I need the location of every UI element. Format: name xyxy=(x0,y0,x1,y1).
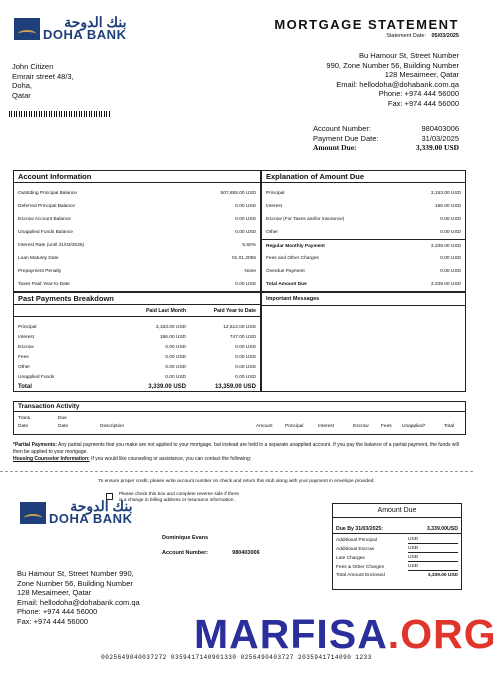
due-header-top: Due xyxy=(58,416,67,421)
amount-due-label: Fees and Other Charges xyxy=(266,256,319,261)
bank-name-arabic: بنك الدوحة xyxy=(64,14,127,30)
past-payments-heading: Past Payments Breakdown xyxy=(14,293,260,305)
watermark-letter: S xyxy=(328,611,358,657)
account-info-value: 507,855.00 USD xyxy=(220,191,256,196)
amount-due-explanation-heading: Explanation of Amount Due xyxy=(262,171,465,183)
account-info-value: None xyxy=(244,269,256,274)
amount-due-label: Regular Monthly Payment xyxy=(266,243,325,249)
trans-column-header: Principal xyxy=(285,424,304,429)
stub-line-value: USD xyxy=(408,555,458,562)
watermark-letter: A xyxy=(229,611,260,657)
trans-column-header: Escrow xyxy=(353,424,369,429)
amount-due-value: 3,339.00 USD xyxy=(430,243,461,249)
check-note-line: is a change in billing address or insurance information. xyxy=(119,498,235,503)
stub-total-value: 3,339.00 USD xyxy=(427,573,458,578)
past-payment-ytd: 0.00 USD xyxy=(235,354,256,360)
amount-due-value: 0.00 USD xyxy=(440,217,461,222)
footer-phone: Phone: +974 444 56000 xyxy=(17,607,98,616)
trans-column-header: Date xyxy=(18,424,29,429)
past-payments-total-row xyxy=(14,382,260,392)
past-payment-row xyxy=(14,352,260,362)
trans-column-header: Amount xyxy=(256,424,273,429)
address-change-checkbox[interactable] xyxy=(106,493,113,500)
amount-due-row xyxy=(262,265,465,278)
past-payment-last-month: 3,153.00 USD xyxy=(155,324,186,330)
amount-due-value: 0.00 USD xyxy=(440,256,461,261)
statement-summary xyxy=(313,124,459,153)
stub-bank-emblem-icon xyxy=(20,502,46,524)
stub-line-label: Late Charges xyxy=(336,556,365,561)
stub-due-by-row xyxy=(333,518,461,534)
stub-bank-name-arabic: بنك الدوحة xyxy=(70,498,133,514)
watermark-letter: G xyxy=(463,611,497,657)
account-info-row xyxy=(14,200,260,213)
amount-due-label: Principal xyxy=(266,191,285,196)
account-info-row xyxy=(14,213,260,226)
past-payment-ytd: 747.00 USD xyxy=(229,334,256,340)
stub-line-value: USD xyxy=(408,546,458,553)
stub-instruction: To ensure proper credit, please write account number on check and return this stub along with your payment in envelope provided. xyxy=(98,479,375,484)
amount-due-row xyxy=(262,278,465,291)
account-info-label: Unapplied Funds Balance xyxy=(18,230,73,235)
amount-due-label: Interest xyxy=(266,204,282,209)
account-info-label: Taxes Paid Year-to-Date xyxy=(18,282,70,287)
past-payment-ytd: 0.00 USD xyxy=(235,374,256,380)
partial-payments-text: Any partial payments that you make are not applied to your mortgage, but instead are held in a separate unapplied account. If you pay the balance of a partial payment, the funds will then be applied to your mortgage. xyxy=(13,442,459,455)
amount-due-value: 186.00 USD xyxy=(434,204,461,209)
customer-street: Emrair street 48/3, xyxy=(12,71,74,81)
stub-total-row xyxy=(333,572,461,579)
due-date-label: Payment Due Date: xyxy=(313,133,379,143)
account-info-value: 5.50% xyxy=(242,243,256,248)
bank-fax: Fax: +974 444 56000 xyxy=(387,98,459,108)
past-payment-last-month: 0.00 USD xyxy=(165,374,186,380)
account-information-panel xyxy=(13,170,261,292)
past-payment-ytd: 12,612.00 USD xyxy=(223,324,256,330)
past-payment-last-month: 0.00 USD xyxy=(165,354,186,360)
total-ytd: 13,359.00 USD xyxy=(214,384,256,390)
tear-line xyxy=(0,471,473,472)
footer-address-line: Zone Number 56, Building Number xyxy=(17,578,133,588)
stub-due-by-label: Due By 31/03/2025: xyxy=(336,526,384,532)
stub-account-number xyxy=(162,550,260,556)
amount-due-label: Escrow (For Taxes and/or insurance) xyxy=(266,217,345,222)
transaction-activity-panel xyxy=(13,401,466,435)
trans-column-header: Description xyxy=(100,424,124,429)
partial-payments-label: *Partial Payments: xyxy=(13,442,57,448)
stub-line-row xyxy=(333,545,461,554)
account-info-row xyxy=(14,278,260,291)
account-info-row xyxy=(14,265,260,278)
address-change-note xyxy=(119,492,239,504)
amount-due-label: Other xyxy=(266,230,278,235)
paid-last-month-header: Paid Last Month xyxy=(145,307,186,314)
stub-account-value: 980403006 xyxy=(232,550,260,556)
account-info-row xyxy=(14,187,260,200)
account-info-label: Loan Maturity Date xyxy=(18,256,59,261)
watermark-letter: F xyxy=(290,611,317,657)
account-info-row xyxy=(14,226,260,239)
watermark-letter: I xyxy=(316,611,329,657)
trans-column-header: Date xyxy=(58,424,69,429)
watermark-letter: A xyxy=(357,611,388,657)
total-last-month: 3,339.00 USD xyxy=(148,384,186,390)
micr-line: 0025649040037272 0359417140901330 0256490403727 2035941714090 1233 xyxy=(101,654,372,661)
stub-line-row xyxy=(333,536,461,545)
footer-address-line: Bu Hamour St, Street Number 990, xyxy=(17,569,134,578)
account-number-label: Account Number: xyxy=(313,124,371,133)
stub-amount-due-title: Amount Due xyxy=(333,504,461,518)
total-label: Total xyxy=(18,384,32,390)
past-payments-panel xyxy=(13,292,261,392)
bank-emblem-icon xyxy=(14,18,40,40)
due-date-value: 31/03/2025 xyxy=(421,133,459,143)
amount-due-value: 3,339.00 USD xyxy=(430,282,461,287)
watermark xyxy=(194,611,497,658)
important-messages-heading: Important Messages xyxy=(262,293,465,306)
customer-country: Qatar xyxy=(12,90,31,100)
statement-date-value: 05/03/2025 xyxy=(431,33,459,39)
watermark-letter: O xyxy=(400,611,434,657)
account-info-row xyxy=(14,239,260,252)
check-note-line: Please check this box and complete reverse side if there xyxy=(119,492,239,497)
trans-header-top: Trans. xyxy=(18,416,32,421)
housing-counselor-note xyxy=(13,456,466,462)
account-info-label: Escrow Account Balance xyxy=(18,217,71,222)
stub-line-row xyxy=(333,563,461,572)
past-payment-row xyxy=(14,372,260,382)
stub-line-label: Fees & Other Charges xyxy=(336,565,384,570)
watermark-text xyxy=(194,611,497,657)
past-payment-label: Other xyxy=(18,364,30,370)
past-payment-label: Fees xyxy=(18,354,29,360)
account-info-label: Outstding Principal Balance xyxy=(18,191,77,196)
amount-due-row xyxy=(262,187,465,200)
past-payment-label: Interest xyxy=(18,334,34,340)
watermark-letter: R xyxy=(259,611,291,657)
past-payment-label: Escrow xyxy=(18,344,34,350)
statement-title: MORTGAGE STATEMENT xyxy=(274,17,459,32)
account-info-value: 01.01.2055 xyxy=(231,256,256,261)
paid-ytd-header: Paid Year to Date xyxy=(213,307,256,314)
customer-city: Doha, xyxy=(12,81,33,90)
amount-due-label: Amount Due: xyxy=(313,143,357,152)
trans-column-header: Fees xyxy=(381,424,392,429)
stub-amount-due-box xyxy=(332,503,462,590)
trans-column-header: Total xyxy=(444,424,455,429)
account-info-value: 0.00 USD xyxy=(235,204,256,209)
watermark-letter: M xyxy=(194,611,230,657)
stub-total-label: Total Amount Enclosed xyxy=(336,573,385,578)
bank-phone: Phone: +974 444 56000 xyxy=(378,89,459,98)
amount-due-label: Overdue Payment xyxy=(266,269,305,274)
customer-address xyxy=(12,62,74,100)
bank-logo xyxy=(14,16,126,41)
watermark-letter: . xyxy=(387,611,401,657)
bank-address-line: 128 Mesaimeer, Qatar xyxy=(384,70,459,79)
footer-bank-address xyxy=(17,569,140,626)
account-info-label: Prepayment Penalty xyxy=(18,269,62,274)
transaction-activity-heading: Transaction Activity xyxy=(14,402,465,412)
footer-fax: Fax: +974 444 56000 xyxy=(17,616,89,626)
customer-name: John Citizen xyxy=(12,62,54,71)
housing-counselor-text: If you would like counseling or assistance, you can contact the following: xyxy=(89,456,252,462)
account-info-value: 0.00 USD xyxy=(235,217,256,222)
amount-due-value: 3,339.00 USD xyxy=(415,143,459,152)
stub-due-by-value: 3,339.00USD xyxy=(426,526,458,532)
bank-email: Email: hellodoha@dohabank.com.qa xyxy=(336,79,459,89)
amount-due-row xyxy=(262,239,465,252)
bank-address xyxy=(326,51,459,108)
amount-due-value: 0.00 USD xyxy=(440,230,461,235)
footer-address-line: 128 Mesaimeer, Qatar xyxy=(17,588,92,597)
bank-address-line: Bu Hamour St, Street Number xyxy=(358,51,459,60)
amount-due-row xyxy=(262,213,465,226)
account-info-row xyxy=(14,252,260,265)
past-payment-label: Principal xyxy=(18,324,37,330)
trans-column-header: Unapplied* xyxy=(402,424,426,429)
past-payment-row xyxy=(14,332,260,342)
watermark-letter: R xyxy=(433,611,464,657)
past-payment-last-month: 0.00 USD xyxy=(165,344,186,350)
account-info-value: 0.00 USD xyxy=(235,282,256,287)
important-messages-panel xyxy=(261,292,466,392)
stub-line-value: USD xyxy=(408,537,458,544)
partial-payments-note xyxy=(13,442,466,455)
amount-due-value: 3,153.00 USD xyxy=(430,191,461,196)
past-payment-label: Unapplied Funds xyxy=(18,374,55,380)
amount-due-row xyxy=(262,200,465,213)
stub-customer-name: Dominique Evans xyxy=(162,535,209,541)
past-payment-row xyxy=(14,322,260,332)
bank-address-line: 990, Zone Number 56, Building Number xyxy=(326,60,459,70)
housing-counselor-label: Housing Counselor Information: xyxy=(13,456,90,462)
postal-barcode xyxy=(9,111,111,117)
trans-column-header: Interest xyxy=(318,424,334,429)
stub-line-label: Additional Escrow xyxy=(336,547,375,552)
amount-due-explanation-panel xyxy=(261,170,466,292)
account-info-label: Interest Rate (until 31/03/2025) xyxy=(18,243,85,248)
past-payment-row xyxy=(14,342,260,352)
stub-bank-name-english: DOHA BANK xyxy=(49,511,133,526)
account-information-heading: Account Information xyxy=(14,171,260,183)
amount-due-row xyxy=(262,226,465,239)
account-info-label: Deferred Principal Balance xyxy=(18,204,76,209)
stub-line-label: Additional Principal xyxy=(336,538,377,543)
stub-bank-logo xyxy=(20,500,132,525)
past-payment-last-month: 186.00 USD xyxy=(159,334,186,340)
account-info-value: 0.00 USD xyxy=(235,230,256,235)
past-payment-ytd: 0.00 USD xyxy=(235,344,256,350)
footer-email: Email: hellodoha@dohabank.com.qa xyxy=(17,597,140,607)
amount-due-row xyxy=(262,252,465,265)
past-payment-last-month: 0.00 USD xyxy=(165,364,186,370)
amount-due-value: 0.00 USD xyxy=(440,269,461,274)
stub-line-value: USD xyxy=(408,564,458,571)
past-payment-ytd: 0.00 USD xyxy=(235,364,256,370)
amount-due-label: Total Amount Due xyxy=(266,282,307,287)
past-payment-row xyxy=(14,362,260,372)
bank-name-english: DOHA BANK xyxy=(43,27,127,42)
statement-date-label: Statement Date: xyxy=(386,33,426,39)
stub-account-label: Account Number: xyxy=(162,550,209,556)
account-number-value: 980403006 xyxy=(421,124,459,133)
stub-line-row xyxy=(333,554,461,563)
